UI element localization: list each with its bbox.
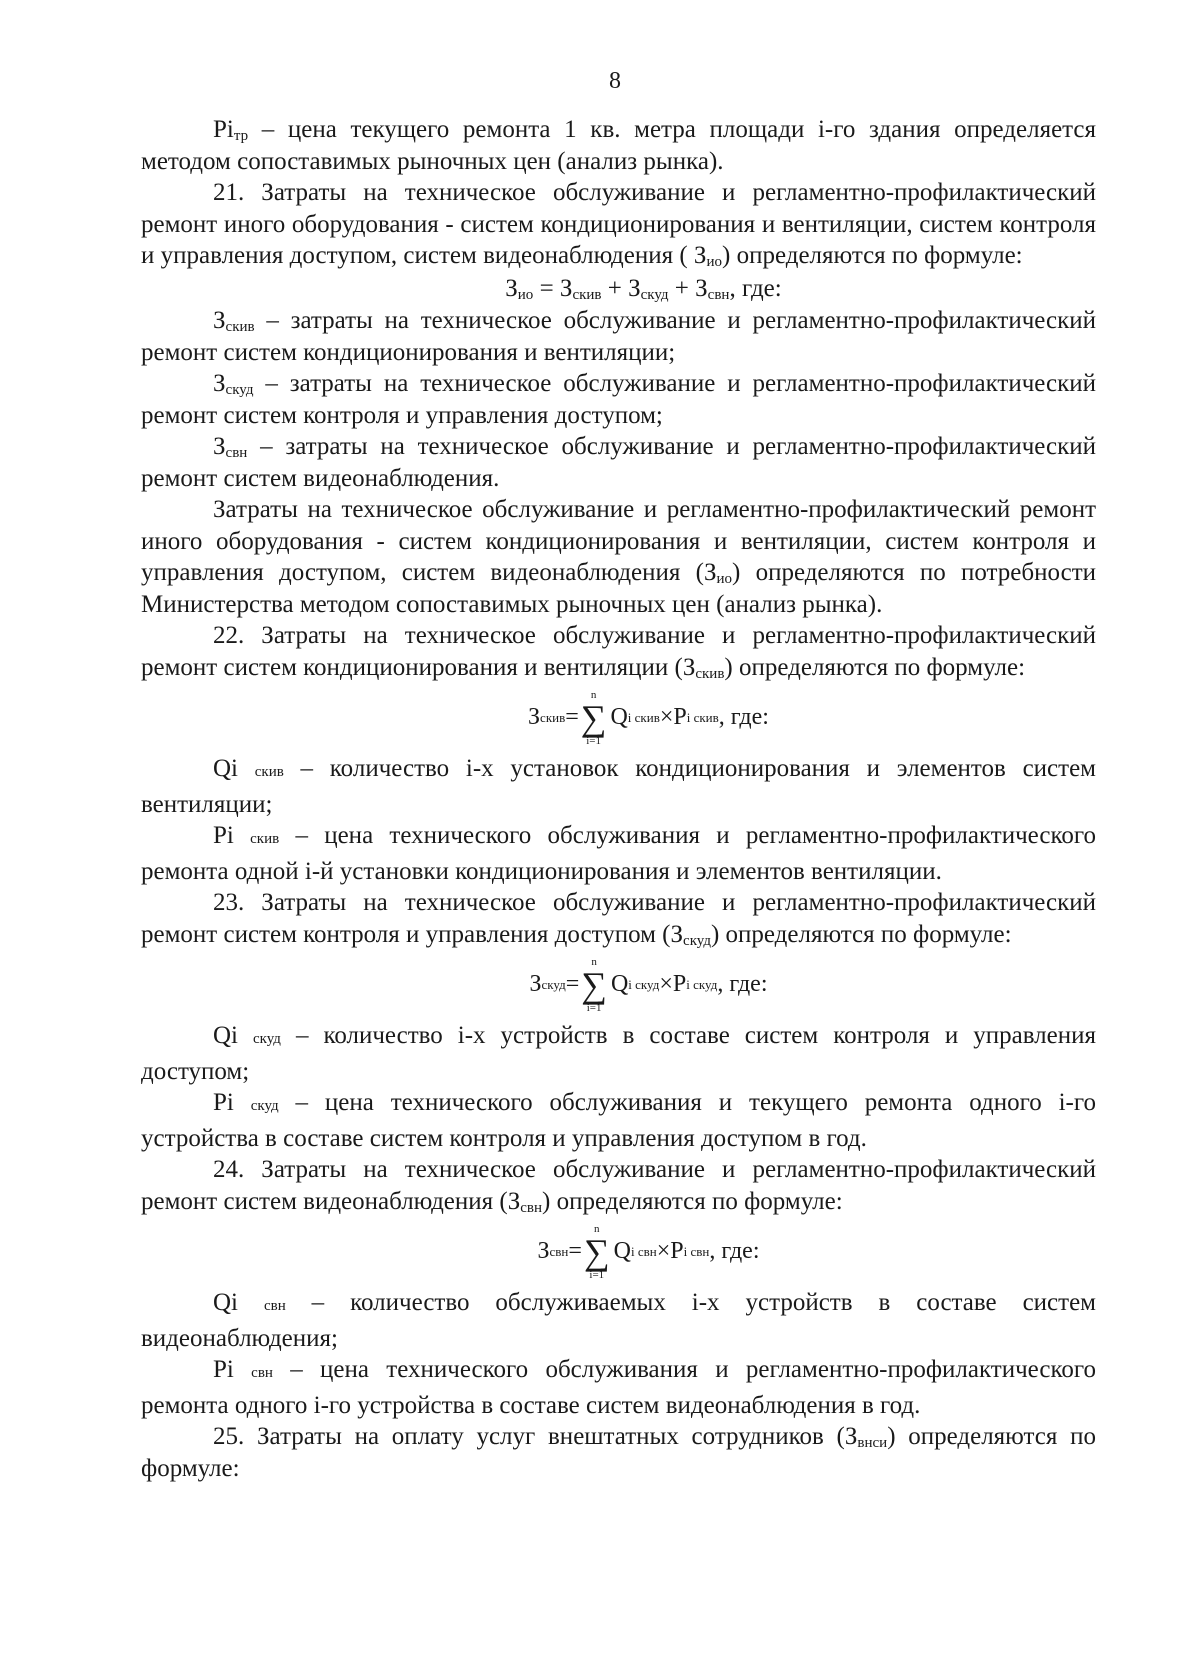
paragraph-item-22 <box>141 620 1096 683</box>
symbol: Pi <box>213 116 234 143</box>
symbol: З <box>213 370 226 397</box>
definition-text: – затраты на техническое обслуживание и регламентно-профилактический ремонт систем видеонаблюдения. <box>141 433 1096 492</box>
formula-tail: , где: <box>729 274 782 302</box>
item-text: ) определяются по формуле: <box>724 653 1026 681</box>
formula-term: ×P <box>659 971 687 998</box>
formula-term: Q <box>613 1238 631 1265</box>
definition-text: – количество обслуживаемых i-х устройств в составе систем видеонаблюдения; <box>141 1289 1096 1352</box>
subscript: скуд <box>250 1098 279 1114</box>
symbol: Qi <box>213 755 238 782</box>
sum-symbol: ∑ <box>580 698 607 738</box>
formula-term: З <box>529 971 542 998</box>
sum-lower-limit: i=1 <box>586 1002 602 1014</box>
sum-upper-limit: n <box>594 1223 600 1235</box>
symbol: Pi <box>213 822 234 849</box>
subscript: свн <box>225 445 248 461</box>
formula-subscript: ио <box>517 286 534 303</box>
definition-text: – затраты на техническое обслуживание и регламентно-профилактический ремонт систем кондиционирования и вентиляции; <box>141 307 1096 366</box>
item-text: 25. Затраты на оплату услуг внештатных сотрудников (З <box>213 1423 858 1450</box>
subscript: тр <box>233 128 249 144</box>
formula-term: Q <box>610 971 629 998</box>
sum-upper-limit: n <box>591 956 597 968</box>
subscript: скив <box>695 665 725 682</box>
subscript: скуд <box>683 932 711 949</box>
symbol: Qi <box>213 1022 238 1049</box>
paragraph-text: Затраты на техническое обслуживание и регламентно-профилактический ремонт иного оборудования - систем кондиционирования и вентиляции, систем контроля и управления доступом, систем видеонаблюдения (З <box>141 496 1096 586</box>
formula-subscript: скуд <box>640 286 669 303</box>
sum-icon <box>581 956 607 1014</box>
paragraph-item-21 <box>141 177 1096 272</box>
paragraph-item-25 <box>141 1421 1096 1484</box>
definition-p-skiv <box>141 820 1096 887</box>
sum-lower-limit: i=1 <box>586 735 601 747</box>
definition-q-skiv <box>141 753 1096 820</box>
formula-term: ×P <box>656 1238 684 1265</box>
item-text: 23. Затраты на техническое обслуживание и регламентно-профилактический ремонт систем контроля и управления доступом (З <box>141 889 1096 948</box>
subscript: свн <box>263 1298 286 1314</box>
page-number: 8 <box>609 68 621 94</box>
symbol: Pi <box>213 1089 234 1116</box>
formula-equals: = <box>568 1238 582 1265</box>
definition-z-svn <box>141 431 1096 494</box>
formula-term: + З <box>668 274 708 302</box>
sum-symbol: ∑ <box>583 1232 610 1272</box>
definition-z-skud <box>141 368 1096 431</box>
definition-q-svn <box>141 1287 1096 1354</box>
definition-text: – цена технического обслуживания и регламентно-профилактического ремонта одной i-й установки кондиционирования и элементов вентиляции. <box>141 822 1096 885</box>
item-text: 24. Затраты на техническое обслуживание и регламентно-профилактический ремонт систем видеонаблюдения (З <box>141 1156 1096 1215</box>
symbol: З <box>213 307 226 334</box>
formula-z-svn: З свн = n ∑ i=1 Q i свн ×P i свн , где: <box>537 1223 760 1281</box>
subscript: скив <box>250 831 280 847</box>
definition-q-skud <box>141 1020 1096 1087</box>
formula-term: З <box>505 274 518 302</box>
subscript: ио <box>716 571 733 587</box>
paragraph-item-24 <box>141 1154 1096 1217</box>
item-text: ) определяются по формуле: <box>542 1187 843 1215</box>
item-text: 22. Затраты на техническое обслуживание и регламентно-профилактический ремонт систем кондиционирования и вентиляции (З <box>141 622 1096 681</box>
page-body <box>141 114 1096 1484</box>
definition-text: – количество i-х устройств в составе систем контроля и управления доступом; <box>141 1022 1097 1085</box>
definition-p-skud <box>141 1087 1096 1154</box>
formula-subscript: скив <box>572 286 602 303</box>
formula-tail: , где: <box>709 1238 760 1265</box>
item-text: ) определяются по формуле: <box>141 1423 1096 1482</box>
formula-tail: , где: <box>717 971 768 998</box>
definition-z-skiv <box>141 305 1096 368</box>
item-text: 21. Затраты на техническое обслуживание и регламентно-профилактический ремонт иного оборудования - систем кондиционирования и вентиляции, систем контроля и управления доступом, систем видеонаблюдения ( З <box>141 179 1096 269</box>
formula-term: + З <box>601 274 641 302</box>
formula-term: = З <box>533 274 573 302</box>
formula-tail: , где: <box>718 704 769 731</box>
symbol: Pi <box>213 1356 234 1383</box>
formula-z-skiv: З скив = n ∑ i=1 Q i скив ×P i скив , где: <box>528 689 769 747</box>
formula-z-io <box>141 273 1096 305</box>
formula-z-skud: З скуд = n ∑ i=1 Q i скуд ×P i скуд , где: <box>529 956 768 1014</box>
definition-text: – цена технического обслуживания и текущего ремонта одного i-го устройства в составе систем контроля и управления доступом в год. <box>141 1089 1097 1152</box>
definition-text: – затраты на техническое обслуживание и регламентно-профилактический ремонт систем контроля и управления доступом; <box>141 370 1096 429</box>
definition-text: – количество i-х установок кондиционирования и элементов систем вентиляции; <box>141 755 1096 818</box>
paragraph-p-tr-definition <box>141 114 1096 177</box>
formula-term: З <box>528 704 541 731</box>
sum-symbol: ∑ <box>581 965 607 1005</box>
definition-text: – цена текущего ремонта 1 кв. метра площади i-го здания определяется методом сопоставимых рыночных цен (анализ рынка). <box>141 116 1096 175</box>
sum-icon <box>581 689 607 747</box>
formula-term: Q <box>610 704 628 731</box>
sum-upper-limit: n <box>590 689 597 701</box>
subscript: скив <box>254 764 284 780</box>
definition-p-svn <box>141 1354 1096 1421</box>
subscript: внси <box>857 1435 888 1451</box>
formula-term: ×P <box>659 704 687 731</box>
subscript: ио <box>706 254 722 270</box>
symbol: З <box>213 433 226 460</box>
item-text: ) определяются по формуле: <box>722 242 1023 269</box>
sum-icon <box>584 1223 610 1281</box>
subscript: свн <box>251 1365 273 1381</box>
paragraph-z-io-need <box>141 494 1096 620</box>
symbol: Qi <box>213 1289 238 1316</box>
subscript: свн <box>520 1199 543 1216</box>
paragraph-text: ) определяются по потребности Министерства методом сопоставимых рыночных цен (анализ рынка). <box>141 559 1097 618</box>
definition-text: – цена технического обслуживания и регламентно-профилактического ремонта одного i-го устройства в составе систем видеонаблюдения в год. <box>141 1356 1096 1419</box>
subscript: скив <box>225 319 255 335</box>
subscript: скуд <box>225 382 254 398</box>
formula-term: З <box>537 1238 550 1265</box>
formula-equals: = <box>565 971 580 998</box>
subscript: скуд <box>253 1031 281 1047</box>
formula-equals: = <box>565 704 579 731</box>
formula-subscript: свн <box>707 286 730 303</box>
item-text: ) определяются по формуле: <box>710 920 1012 948</box>
paragraph-item-23 <box>141 887 1096 950</box>
sum-lower-limit: i=1 <box>589 1269 605 1281</box>
